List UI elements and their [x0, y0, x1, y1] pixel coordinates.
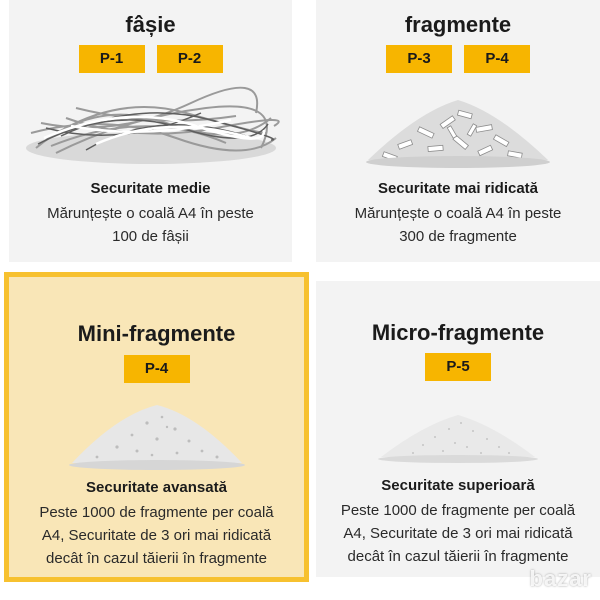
- security-badge: P-3: [386, 45, 452, 73]
- watermark-logo: bazar: [529, 566, 592, 591]
- security-badge: P-4: [124, 355, 190, 383]
- card-strip-cut: [9, 0, 292, 262]
- card-title: fâșie: [125, 12, 176, 37]
- shredded-micro-fragments-image: [316, 385, 600, 473]
- shredded-strips-image: [9, 78, 292, 174]
- card-mini-cut-highlighted: [4, 272, 309, 582]
- card-cross-cut: [316, 0, 600, 262]
- card-title: Micro-fragmente: [371, 320, 545, 345]
- card-description: Mărunțește o coală A4 în peste 100 de fâșii: [47, 205, 254, 245]
- badge-group: [316, 353, 600, 381]
- security-badge: P-4: [464, 45, 530, 73]
- badge-group: [316, 45, 600, 73]
- security-level: Securitate superioară: [381, 477, 535, 494]
- card-micro-cut: [316, 281, 600, 577]
- security-badge: P-1: [79, 45, 145, 73]
- security-level: Securitate medie: [90, 180, 211, 197]
- card-title: Mini-fragmente: [77, 321, 236, 346]
- shredded-fragments-image: [316, 82, 600, 178]
- card-description: Peste 1000 de fragmente per coală A4, Securitate de 3 ori mai ridicată decât în cazul tăierii în fragmente: [340, 502, 576, 565]
- badge-group: [9, 45, 292, 73]
- security-badge: P-5: [425, 353, 491, 381]
- card-description: Peste 1000 de fragmente per coală A4, Securitate de 3 ori mai ridicată decât în cazul tăierii în fragmente: [39, 504, 274, 567]
- card-description: Mărunțește o coală A4 în peste 300 de fragmente: [354, 205, 562, 245]
- shredded-mini-fragments-image: [9, 389, 304, 475]
- security-level: Securitate avansată: [86, 479, 227, 496]
- security-badge: P-2: [157, 45, 223, 73]
- security-level: Securitate mai ridicată: [377, 180, 539, 197]
- card-title: fragmente: [404, 12, 512, 37]
- badge-group: [9, 355, 304, 383]
